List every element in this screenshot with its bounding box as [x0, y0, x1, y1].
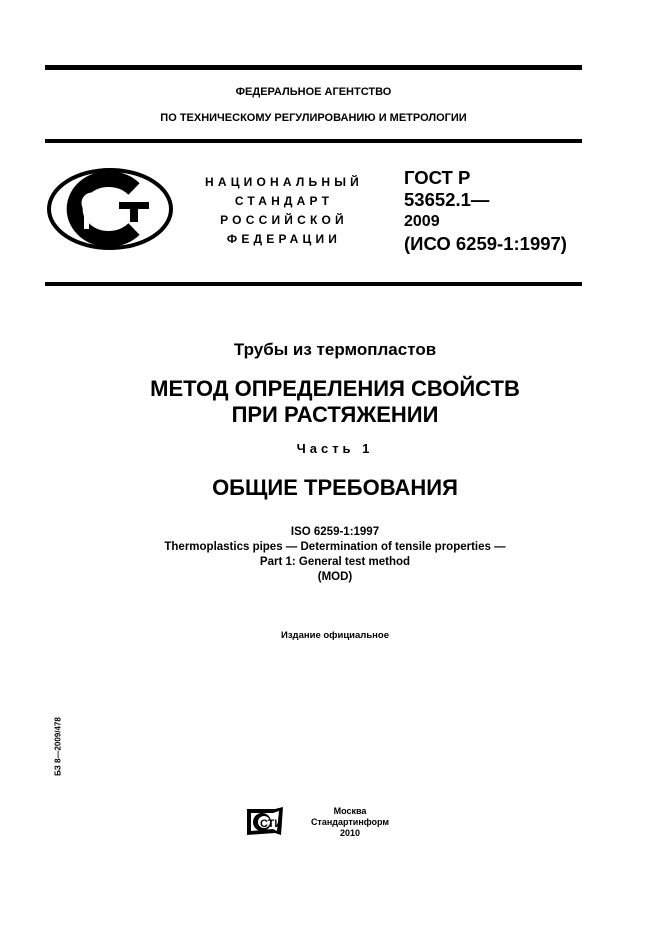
part-label: Часть 1 — [296, 441, 374, 456]
iso-reference — [45, 525, 625, 585]
main-title — [45, 376, 625, 428]
national-standard-block — [196, 173, 372, 249]
iso-modification: (MOD) — [317, 571, 353, 583]
publisher-block — [298, 806, 402, 839]
top-rule — [45, 65, 582, 70]
iso-title-line-1: Thermoplastics pipes — Determination of tensile properties — — [164, 541, 506, 553]
iso-number: ISO 6259-1:1997 — [290, 526, 380, 538]
agency-line-2: ПО ТЕХНИЧЕСКОМУ РЕГУЛИРОВАНИЮ И МЕТРОЛОГИИ — [160, 112, 467, 124]
publisher-year: 2010 — [339, 828, 361, 838]
designation-line-2: 53652.1— — [404, 189, 490, 210]
designation-year: 2009 — [404, 213, 440, 230]
agency-line-1: ФЕДЕРАЛЬНОЕ АГЕНТСТВО — [235, 86, 392, 98]
national-standard-line-2: СТАНДАРТ — [234, 194, 334, 208]
standard-designation — [404, 167, 567, 255]
publisher-city: Москва — [333, 806, 367, 816]
header-bottom-rule — [45, 282, 582, 286]
national-standard-line-1: НАЦИОНАЛЬНЫЙ — [204, 175, 364, 189]
designation-line-1: ГОСТ Р — [404, 167, 471, 188]
main-title-line-2: ПРИ РАСТЯЖЕНИИ — [231, 402, 439, 427]
svg-text:СТИ: СТИ — [260, 818, 283, 830]
gost-r-certification-mark-icon — [46, 167, 174, 251]
iso-title-line-2: Part 1: General test method — [259, 556, 411, 568]
publisher-name: Стандартинформ — [310, 817, 390, 827]
part-title: ОБЩИЕ ТРЕБОВАНИЯ — [212, 475, 458, 500]
national-standard-line-4: ФЕДЕРАЦИИ — [226, 232, 342, 246]
edition-label: Издание официальное — [281, 630, 389, 641]
side-code: БЗ 8—2009/478 — [53, 717, 63, 776]
national-standard-line-3: РОССИЙСКОЙ — [220, 213, 348, 227]
agency-bottom-rule — [45, 139, 582, 143]
subject-title: Трубы из термопластов — [233, 340, 437, 359]
main-title-line-1: МЕТОД ОПРЕДЕЛЕНИЯ СВОЙСТВ — [150, 376, 520, 401]
standartinform-logo-icon — [245, 807, 285, 837]
designation-iso: (ИСО 6259-1:1997) — [404, 233, 567, 254]
